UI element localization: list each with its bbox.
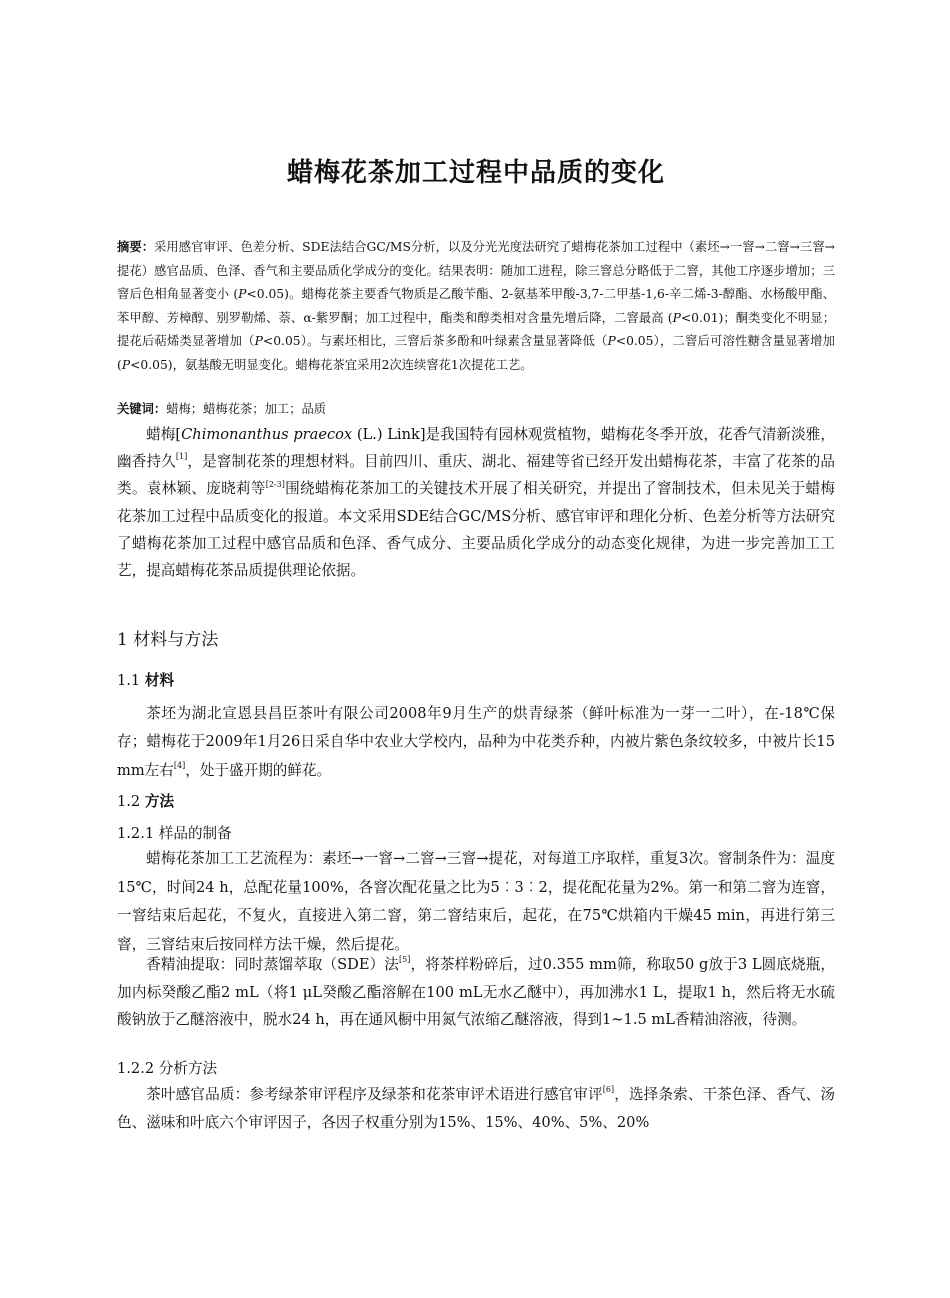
p-symbol: P <box>607 334 616 348</box>
citation[interactable]: [1] <box>175 452 188 462</box>
p-symbol: P <box>121 357 131 372</box>
abstract-text-2: <0.05)。蜡梅花茶主要香气物质是乙酸苄酯、2-氨基苯甲酸-3,7-二甲基-1,6-辛二烯-3-醇酯、水杨酸甲酯、苯甲醇、芳樟醇、别罗勒烯、萘、α-紫罗酮；加工过程中，酯类和醇类相对含量先增后降，二窨最高 ( <box>117 287 835 325</box>
intro-paragraph <box>117 421 835 584</box>
intro-text-d: 围绕蜡梅花茶加工的关键技术开展了相关研究，并提出了窨制技术，但未见关于蜡梅花茶加工过程中品质变化的报道。本文采用SDE结合GC/MS分析、感官审评和理化分析、色差分析等方法研究了蜡梅花茶加工过程中感官品质和色泽、香气成分、主要品质化学成分的动态变化规律，为进一步完善加工工艺，提高蜡梅花茶品质提供理论依据。 <box>117 480 835 580</box>
section-heading-1-2-2: 1.2.2 分析方法 <box>117 1060 218 1077</box>
materials-text-a: 茶坯为湖北宣恩县昌臣茶叶有限公司2008年9月生产的烘青绿茶（鲜叶标准为一芽一二叶），在-18℃保存；蜡梅花于2009年1月26日采自华中农业大学校内，品种为中花类乔种，内被片紫色条纹较多，中被片长15 mm左右 <box>117 705 835 779</box>
oil-text-b: ，将茶样粉碎后，过0.355 mm筛，称取50 g放于3 L圆底烧瓶，加内标癸酸乙酯2 mL（将1 μL癸酸乙酯溶解在100 mL无水乙醚中），再加沸水1 L，提取1 h，然后将无水硫酸钠放于乙醚溶液中，脱水24 h，再在通风橱中用氮气浓缩乙醚溶液，得到1~1.5 mL香精油溶液，待测。 <box>117 956 835 1029</box>
citation[interactable]: [5] <box>399 955 411 965</box>
section-title: 材料 <box>144 672 175 689</box>
p-symbol: P <box>238 287 247 301</box>
abstract-text-6: <0.05)，氨基酸无明显变化。蜡梅花茶宜采用2次连续窨花1次提花工艺。 <box>130 357 533 372</box>
citation[interactable]: [6] <box>602 1085 615 1095</box>
p-symbol: P <box>254 334 263 348</box>
materials-paragraph <box>117 700 835 785</box>
section-heading-1: 1 材料与方法 <box>117 630 219 650</box>
keywords-text: 蜡梅；蜡梅花茶；加工；品质 <box>166 402 327 416</box>
latin-name: Chimonanthus praecox <box>181 426 353 443</box>
paper-title: 蜡梅花茶加工过程中品质的变化 <box>286 158 665 188</box>
intro-text-b: (L.) Link]是我国特有园林观赏植物，蜡梅花冬季开放，花香气清新淡雅，幽香持久 <box>117 426 835 471</box>
abstract-text-3: <0.01)；酮类变化不明显；提花后萜烯类显著增加（ <box>117 310 835 348</box>
abstract-text-5: <0.05），二窨后可溶性糖含量显著增加 ( <box>117 334 835 372</box>
intro-text-c: ，是窨制花茶的理想材料。目前四川、重庆、湖北、福建等省已经开发出蜡梅花茶，丰富了花茶的品类。袁林颖、庞晓莉等 <box>117 453 835 498</box>
sensory-paragraph <box>117 1081 835 1137</box>
section-title: 方法 <box>144 793 175 810</box>
section-number: 1.1 <box>117 672 145 689</box>
abstract-text-4: <0.05）。与素坯相比，三窨后茶多酚和叶绿素含量显著降低（ <box>262 334 608 348</box>
keywords <box>117 398 835 420</box>
sensory-text-b: ，选择条索、干茶色泽、香气、汤色、滋味和叶底六个审评因子，各因子权重分别为15%、15%、40%、5%、20% <box>117 1086 835 1131</box>
materials-text-b: ，处于盛开期的鲜花。 <box>185 761 332 779</box>
process-paragraph: 蜡梅花茶加工工艺流程为：素坯→一窨→二窨→三窨→提花，对每道工序取样，重复3次。窨制条件为：温度15℃，时间24 h，总配花量100%，各窨次配花量之比为5︰3︰2，提花配花量为2%。第一和第二窨为连窨，一窨结束后起花，不复火，直接进入第二窨，第二窨结束后，起花，在75℃烘箱内干燥45 min，再进行第三窨，三窨结束后按同样方法干燥，然后提花。 <box>117 850 835 953</box>
section-heading-1-1 <box>117 669 174 690</box>
section-number: 1.2 <box>117 793 145 810</box>
abstract <box>117 236 835 377</box>
p-symbol: P <box>672 310 681 325</box>
section-heading-1-2 <box>117 790 174 811</box>
citation[interactable]: [4] <box>173 760 186 770</box>
section-heading-1-2-1: 1.2.1 样品的制备 <box>117 825 232 842</box>
intro-text-a: 蜡梅[ <box>146 426 182 443</box>
oil-extraction-paragraph <box>117 951 835 1034</box>
oil-text-a: 香精油提取：同时蒸馏萃取（SDE）法 <box>146 956 399 973</box>
sensory-text-a: 茶叶感官品质：参考绿茶审评程序及绿茶和花茶审评术语进行感官审评 <box>146 1086 603 1103</box>
abstract-label: 摘要： <box>117 240 155 254</box>
keywords-label: 关键词： <box>117 402 167 416</box>
abstract-text-1: 采用感官审评、色差分析、SDE法结合GC/MS分析，以及分光光度法研究了蜡梅花茶加工过程中（素坯→一窨→二窨→三窨→提花）感官品质、色泽、香气和主要品质化学成分的变化。结果表明：随加工进程，除三窨总分略低于二窨，其他工序逐步增加；三窨后色相角显著变小 ( <box>117 240 835 301</box>
citation[interactable]: [2-3] <box>265 479 285 489</box>
